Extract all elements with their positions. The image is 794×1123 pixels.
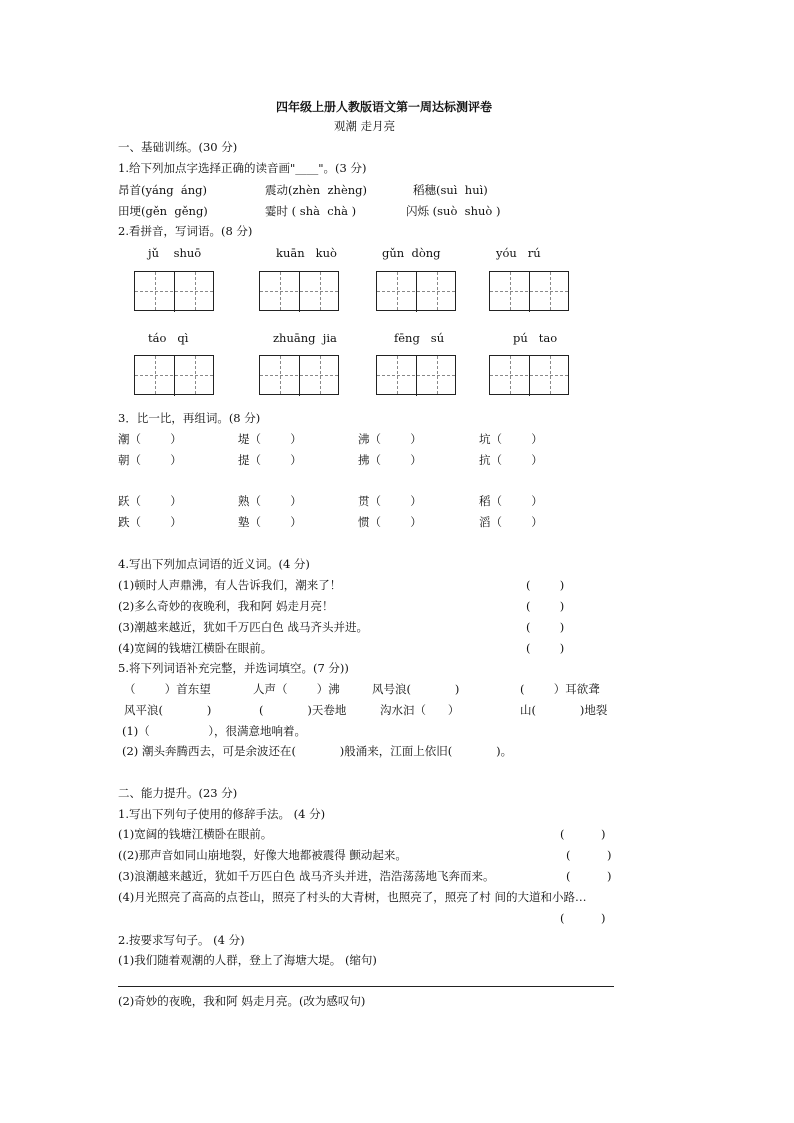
answer-blank[interactable]: ( ) xyxy=(566,848,612,862)
idiom-item: 人声（ ）沸 xyxy=(253,682,340,696)
word-compare-item: 堤（ ） xyxy=(238,432,302,446)
answer-blank[interactable]: ( ) xyxy=(526,578,565,592)
pinyin-label: gǔn dòng xyxy=(382,246,441,260)
pronunciation-item: 田埂(gěn gěng) xyxy=(118,204,208,218)
word-compare-item: 潮（ ） xyxy=(118,432,182,446)
pinyin-label: pú tao xyxy=(513,331,558,345)
sentence-item: (4)宽阔的钱塘江横卧在眼前。 xyxy=(118,641,273,655)
answer-blank[interactable]: ( ) xyxy=(526,599,565,613)
section-heading: 一、基础训练。(30 分) xyxy=(118,140,238,154)
word-compare-item: 贯（ ） xyxy=(358,494,422,508)
question-prompt: 4.写出下列加点词语的近义词。(4 分) xyxy=(118,557,310,571)
pinyin-label: jǔ shuō xyxy=(148,246,202,260)
answer-blank[interactable]: ( ) xyxy=(560,827,606,841)
fill-sentence: (1)（ ），很满意地响着。 xyxy=(122,724,307,738)
idiom-item: 风平浪( ) xyxy=(124,703,212,717)
writing-grid[interactable] xyxy=(376,271,456,311)
sentence-item: (3)浪潮越来越近，犹如千万匹白色 战马齐头并进，浩浩荡荡地飞奔而来。 xyxy=(118,869,495,883)
answer-blank[interactable]: ( ) xyxy=(560,911,606,925)
writing-grid[interactable] xyxy=(134,355,214,395)
word-compare-item: 惯（ ） xyxy=(358,515,422,529)
word-compare-item: 沸（ ） xyxy=(358,432,422,446)
pinyin-label: kuān kuò xyxy=(276,246,337,260)
idiom-item: 山( )地裂 xyxy=(520,703,608,717)
pinyin-label: zhuāng jia xyxy=(273,331,337,345)
question-prompt: 5.将下列词语补充完整，并选词填空。(7 分)) xyxy=(118,661,349,675)
idiom-item: 沟水汩（ ） xyxy=(380,703,460,717)
sentence-item: (4)月光照亮了高高的点苍山，照亮了村头的大青树，也照亮了，照亮了村 间的大道和小路… xyxy=(118,890,587,904)
idiom-item: ( )天卷地 xyxy=(259,703,347,717)
answer-blank[interactable]: ( ) xyxy=(566,869,612,883)
pronunciation-item: 昂首(yáng áng) xyxy=(118,183,208,197)
word-compare-item: 抗（ ） xyxy=(479,453,543,467)
sentence-item: (1)顿时人声鼎沸，有人告诉我们，潮来了！ xyxy=(118,578,342,592)
idiom-item: （ ）首东望 xyxy=(124,682,211,696)
sentence-item: (1)我们随着观潮的人群，登上了海塘大堤。 (缩句) xyxy=(118,953,377,967)
word-compare-item: 跃（ ） xyxy=(118,494,182,508)
word-compare-item: 滔（ ） xyxy=(479,515,543,529)
word-compare-item: 朝（ ） xyxy=(118,453,182,467)
word-compare-item: 塾（ ） xyxy=(238,515,302,529)
answer-blank[interactable]: ( ) xyxy=(526,641,565,655)
pinyin-label: yóu rú xyxy=(496,246,541,260)
pinyin-label: táo qì xyxy=(148,331,189,345)
pronunciation-item: 霎时 ( shà chà ) xyxy=(265,204,357,218)
writing-grid[interactable] xyxy=(489,355,569,395)
writing-grid[interactable] xyxy=(259,271,339,311)
idiom-item: 风号浪( ) xyxy=(372,682,460,696)
word-compare-item: 跌（ ） xyxy=(118,515,182,529)
pinyin-label: fēng sú xyxy=(394,331,445,345)
sentence-item: (2)多么奇妙的夜晚利，我和阿 妈走月亮！ xyxy=(118,599,334,613)
writing-grid[interactable] xyxy=(259,355,339,395)
word-compare-item: 熟（ ） xyxy=(238,494,302,508)
writing-grid[interactable] xyxy=(376,355,456,395)
word-compare-item: 坑（ ） xyxy=(479,432,543,446)
page-title: 四年级上册人教版语文第一周达标测评卷 xyxy=(276,100,493,114)
sentence-item: (1)宽阔的钱塘江横卧在眼前。 xyxy=(118,827,273,841)
pronunciation-item: 稻穗(suì huì) xyxy=(413,183,488,197)
answer-blank[interactable]: ( ) xyxy=(526,620,565,634)
pronunciation-item: 震动(zhèn zhèng) xyxy=(265,183,368,197)
question-prompt: 1.给下列加点字选择正确的读音画"____"。(3 分) xyxy=(118,161,367,175)
question-prompt: 2.看拼音，写词语。(8 分) xyxy=(118,224,253,238)
answer-line[interactable] xyxy=(118,986,614,987)
word-compare-item: 稻（ ） xyxy=(479,494,543,508)
sentence-item: (3)潮越来越近，犹如千万匹白色 战马齐头并进。 xyxy=(118,620,368,634)
question-prompt: 2.按要求写句子。 (4 分) xyxy=(118,933,245,947)
sentence-item: ((2)那声音如同山崩地裂，好像大地都被震得 颤动起来。 xyxy=(118,848,407,862)
pronunciation-item: 闪烁 (suò shuò ) xyxy=(406,204,501,218)
section-heading: 二、能力提升。(23 分) xyxy=(118,786,238,800)
writing-grid[interactable] xyxy=(134,271,214,311)
fill-sentence: (2) 潮头奔腾西去，可是余波还在( )般涌来，江面上依旧( )。 xyxy=(122,744,513,758)
word-compare-item: 提（ ） xyxy=(238,453,302,467)
word-compare-item: 拂（ ） xyxy=(358,453,422,467)
question-prompt: 3．比一比，再组词。(8 分) xyxy=(118,411,261,425)
page-subtitle: 观潮 走月亮 xyxy=(334,119,396,133)
writing-grid[interactable] xyxy=(489,271,569,311)
idiom-item: ( ）耳欲聋 xyxy=(520,682,600,696)
question-prompt: 1.写出下列句子使用的修辞手法。 (4 分) xyxy=(118,807,326,821)
sentence-item: (2)奇妙的夜晚，我和阿 妈走月亮。(改为感叹句) xyxy=(118,994,366,1008)
